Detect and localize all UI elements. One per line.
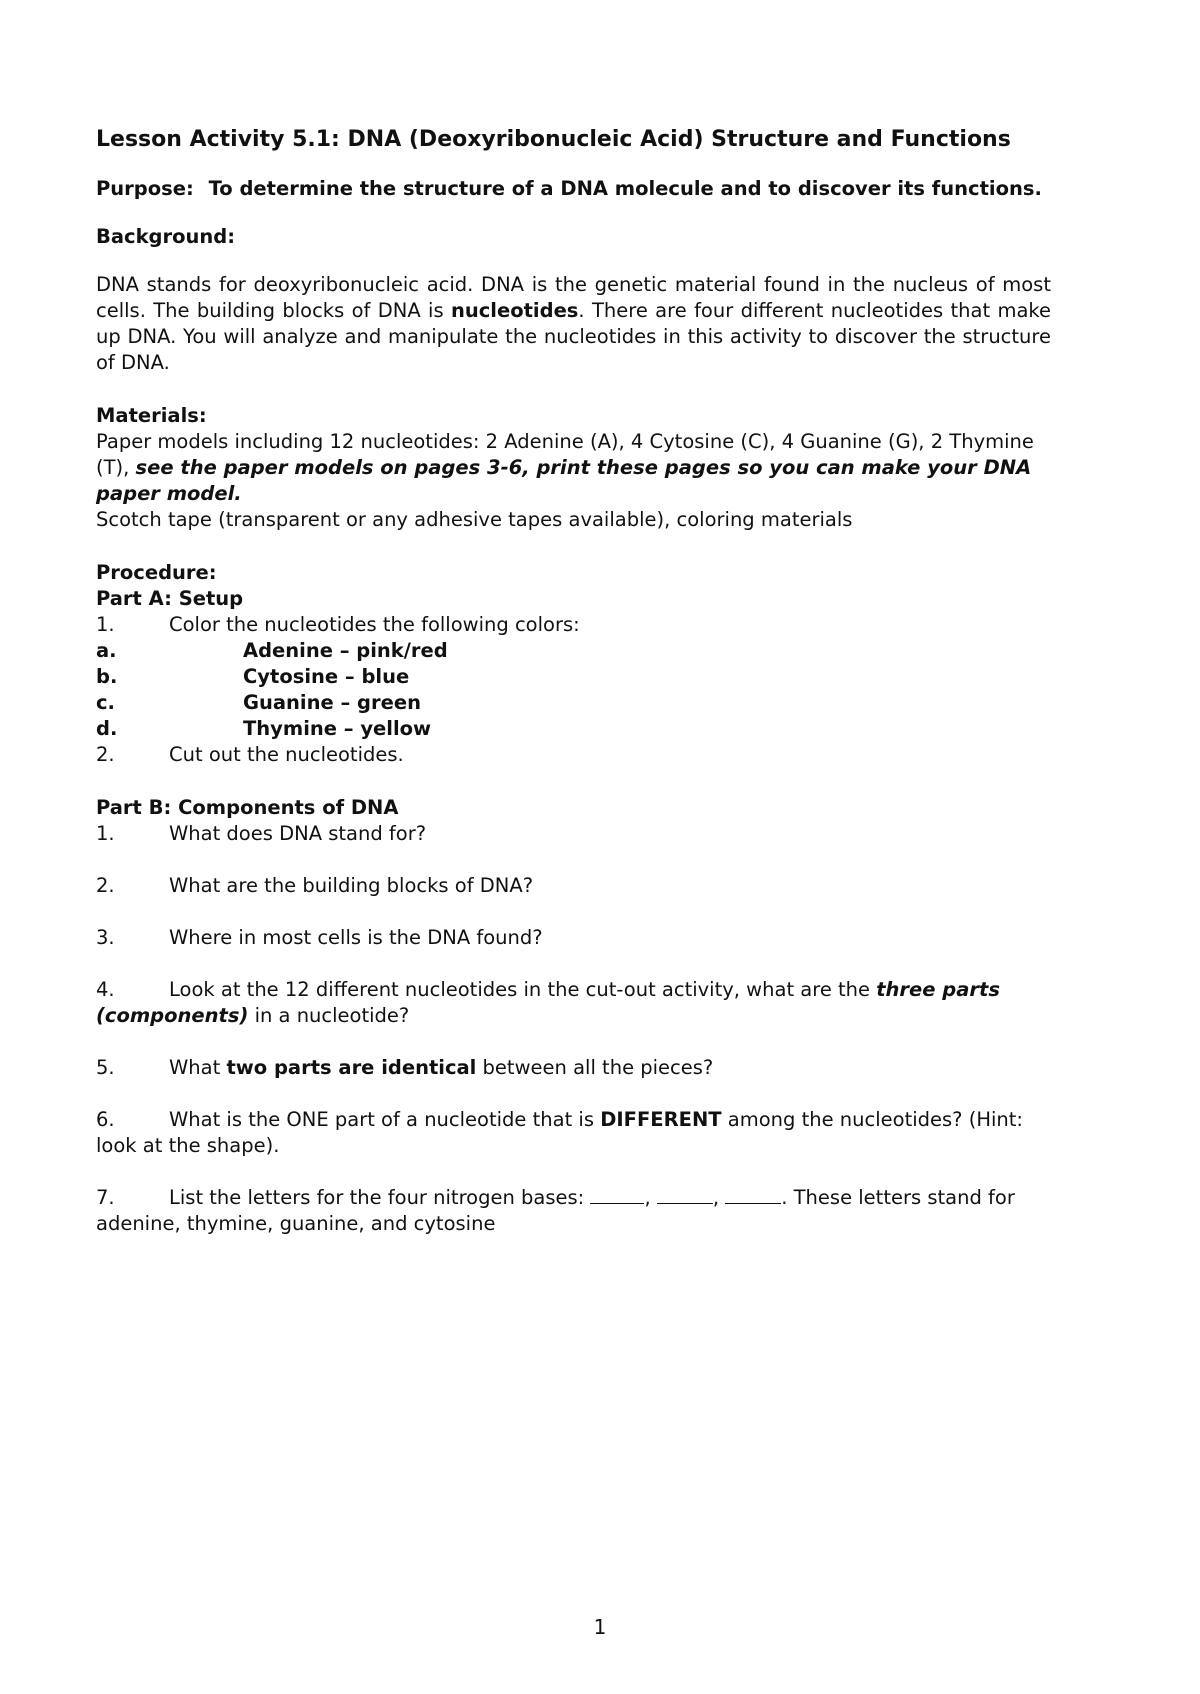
purpose-label: Purpose: [96,177,194,200]
background-text-2: . There are four different nucleotides that make up DNA. You will analyze and manipulate the nucleotides in this activity to discover the structure of DNA. [96,299,1051,374]
step-text: Color the nucleotides the following colors: [169,613,580,636]
question-emphasis: three parts (components) [96,978,1000,1027]
part-b-heading: Part B: Components of DNA [96,796,399,819]
question-1 [96,821,1051,847]
background-paragraph [96,272,1051,376]
answer-blank-3[interactable] [725,1185,781,1204]
color-item-letter: a. [96,639,117,662]
step-number: 1. [96,613,115,636]
materials-line-2: Scotch tape (transparent or any adhesive tapes available), coloring materials [96,508,853,531]
part-a-step-2 [96,742,1051,768]
color-item-adenine [96,638,1051,664]
question-text-end: . These letters stand for adenine, thymine, guanine, and cytosine [96,1186,1015,1235]
question-text: What are the building blocks of DNA? [169,874,534,897]
page-number: 1 [593,1615,607,1639]
question-text-end: in a nucleotide? [248,1004,410,1027]
part-a-step-1 [96,612,1051,638]
question-number: 2. [96,874,115,897]
question-text: List the letters for the four nitrogen bases: [169,1186,591,1209]
question-number: 4. [96,978,115,1001]
question-text: Where in most cells is the DNA found? [169,926,543,949]
question-number: 6. [96,1108,115,1131]
question-5 [96,1055,1051,1081]
question-4 [96,977,1051,1029]
color-item-cytosine [96,664,1051,690]
question-7: 7. List the letters for the four nitrogen bases: , , . These letters stand for adenine, thymine, guanine, and cytosine [96,1186,1015,1235]
question-text: What is the ONE part of a nucleotide that is [169,1108,601,1131]
materials-heading: Materials: [96,404,207,427]
materials-line-1 [96,429,1051,507]
color-item-letter: c. [96,691,115,714]
answer-blank-2[interactable] [657,1185,713,1204]
background-heading: Background: [96,225,236,248]
background-text-1: DNA stands for deoxyribonucleic acid. DNA is the genetic material found in the nucleus of most cells. The building blocks of DNA is [96,273,1051,322]
question-text-end: between all the pieces? [476,1056,714,1079]
part-a-heading: Part A: Setup [96,587,244,610]
question-number: 7. [96,1186,115,1209]
color-item-guanine [96,690,1051,716]
question-text: What does DNA stand for? [169,822,427,845]
document-page [96,126,1051,1263]
procedure-heading: Procedure: [96,561,217,584]
color-item-text: Cytosine – blue [243,665,410,688]
color-item-text: Adenine – pink/red [243,639,448,662]
question-bold: DIFFERENT [600,1108,722,1131]
color-item-letter: d. [96,717,118,740]
question-bold: two parts are identical [226,1056,477,1079]
color-item-text: Thymine – yellow [243,717,432,740]
question-3 [96,925,1051,951]
lesson-title: Lesson Activity 5.1: DNA (Deoxyribonucleic Acid) Structure and Functions [96,127,1011,152]
question-6 [96,1107,1051,1159]
question-text: What [169,1056,227,1079]
question-number: 3. [96,926,115,949]
purpose-statement [96,176,1051,202]
materials-text: Paper models including 12 nucleotides: 2 Adenine (A), 4 Cytosine (C), 4 Guanine (G), 2 Thymine (T), [96,430,1034,479]
purpose-text: To determine the structure of a DNA molecule and to discover its functions. [208,177,1042,200]
question-2 [96,873,1051,899]
question-number: 5. [96,1056,115,1079]
step-text: Cut out the nucleotides. [169,743,404,766]
question-text: Look at the 12 different nucleotides in the cut-out activity, what are the [169,978,877,1001]
question-number: 1. [96,822,115,845]
question-text-end: among the nucleotides? (Hint: look at the shape). [96,1108,1023,1157]
background-bold-term: nucleotides [450,299,579,322]
color-item-letter: b. [96,665,118,688]
materials-emphasis: see the paper models on pages 3-6, print these pages so you can make your DNA paper model. [96,456,1032,505]
step-number: 2. [96,743,115,766]
color-item-text: Guanine – green [243,691,421,714]
answer-blank-1[interactable] [590,1185,644,1204]
color-item-thymine [96,716,1051,742]
